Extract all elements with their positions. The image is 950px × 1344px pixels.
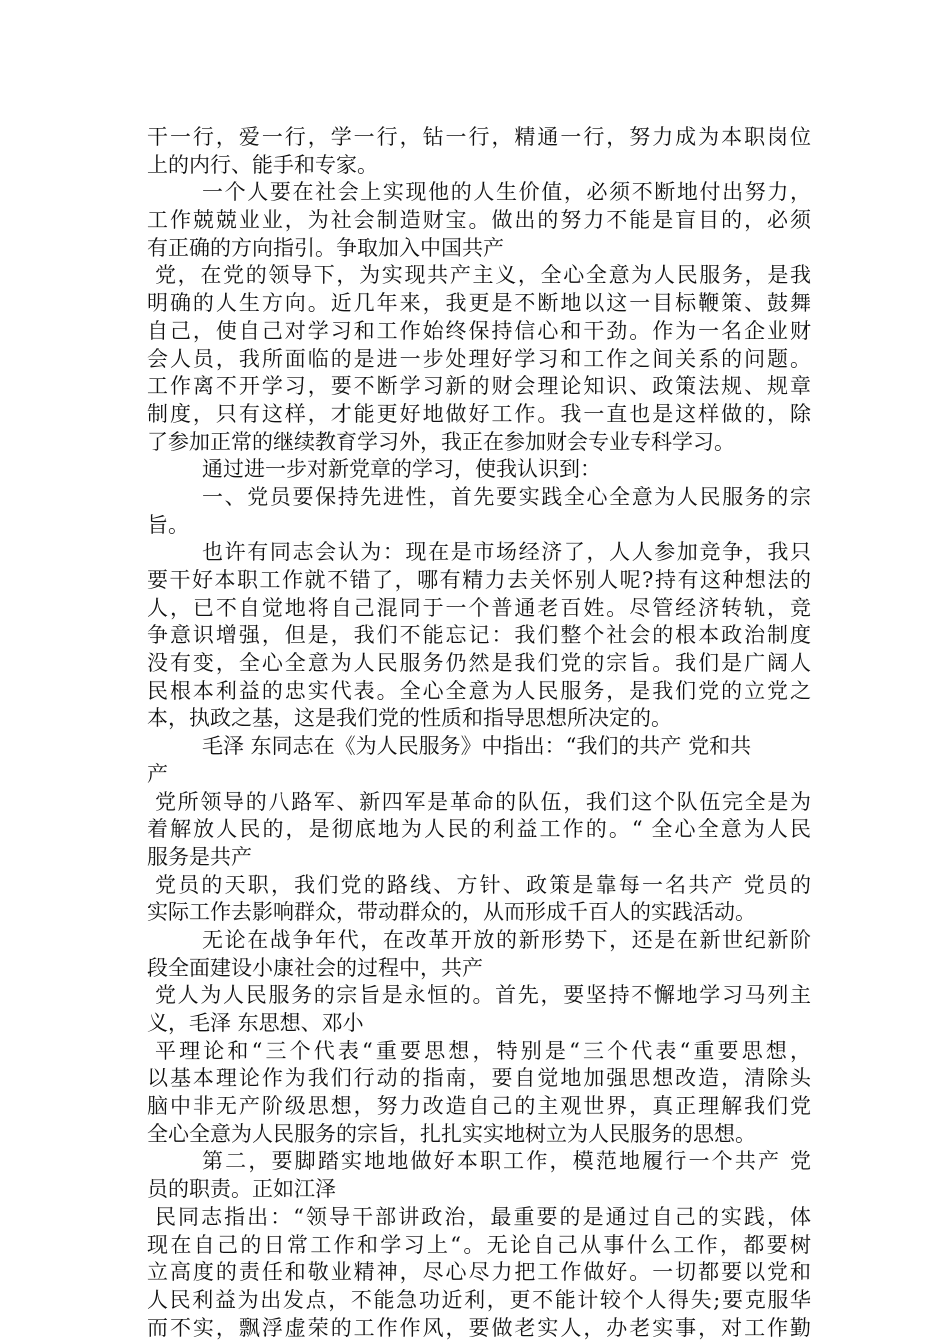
text-line: 而不实，飘浮虚荣的工作作风，要做老实人，办老实事，对工作勤: [147, 1315, 811, 1340]
text-line: 第二，要脚踏实地地做好本职工作，模范地履行一个共产 党: [202, 1149, 811, 1174]
text-line: 产: [147, 761, 168, 786]
text-line: 现在自己的日常工作和学习上“。无论自己从事什么工作，都要树: [147, 1232, 811, 1257]
text-line: 脑中非无产阶级思想，努力改造自己的主观世界，真正理解我们党: [147, 1094, 811, 1119]
text-line: 实际工作去影响群众，带动群众的，从而形成千百人的实践活动。: [147, 900, 756, 925]
text-line: 明确的人生方向。近几年来，我更是不断地以这一目标鞭策、鼓舞: [147, 291, 811, 316]
text-line: 有正确的方向指引。争取加入中国共产: [147, 235, 504, 260]
text-line: 制度，只有这样，才能更好地做好工作。我一直也是这样做的，除: [147, 401, 811, 426]
text-line: 民根本利益的忠实代表。全心全意为人民服务，是我们党的立党之: [147, 678, 811, 703]
text-line: 旨。: [147, 512, 189, 537]
text-line: 党员的天职，我们党的路线、方针、政策是靠每一名共产 党员的: [155, 872, 811, 897]
text-line: 干一行，爱一行，学一行，钻一行，精通一行，努力成为本职岗位: [147, 125, 811, 149]
text-line: 工作离不开学习，要不断学习新的财会理论知识、政策法规、规章: [147, 374, 811, 399]
text-line: 义，毛泽 东思想、邓小: [147, 1011, 364, 1035]
body-text: [147, 124, 811, 1342]
text-line: 本，执政之基，这是我们党的性质和指导思想所决定的。: [147, 706, 672, 731]
text-line: 以基本理论作为我们行动的指南，要自觉地加强思想改造，清除头: [147, 1066, 811, 1091]
text-line: 一、党员要保持先进性，首先要实践全心全意为人民服务的宗: [202, 484, 811, 509]
text-line: 上的内行、能手和专家。: [147, 152, 378, 177]
text-line: 着解放人民的，是彻底地为人民的利益工作的。“ 全心全意为人民: [147, 817, 811, 842]
text-line: 通过进一步对新党章的学习，使我认识到：: [202, 457, 601, 482]
text-line: 人，已不自觉地将自己混同于一个普通老百姓。尽管经济转轨，竞: [147, 595, 811, 620]
text-line: 一个人要在社会上实现他的人生价值，必须不断地付出努力，: [202, 180, 811, 205]
text-line: 平理论和“三个代表“重要思想，特别是“三个代表“重要思想，: [155, 1038, 811, 1063]
text-line: 段全面建设小康社会的过程中，共产: [147, 955, 483, 980]
text-line: 全心全意为人民服务的宗旨，扎扎实实地树立为人民服务的思想。: [147, 1121, 756, 1146]
text-line: 员的职责。正如江泽: [147, 1177, 336, 1202]
text-line: 自己，使自己对学习和工作始终保持信心和干劲。作为一名企业财: [147, 318, 811, 343]
text-line: 毛泽 东同志在《为人民服务》中指出：“我们的共产 党和共: [202, 734, 752, 759]
text-line: 了参加正常的继续教育学习外，我正在参加财会专业专科学习。: [147, 429, 735, 454]
text-line: 要干好本职工作就不错了，哪有精力去关怀别人呢?持有这种想法的: [147, 568, 811, 592]
text-line: 人民利益为出发点，不能急功近利，更不能计较个人得失;要克服华: [147, 1287, 811, 1312]
text-line: 党所领导的八路军、新四军是革命的队伍，我们这个队伍完全是为: [155, 789, 811, 814]
text-line: 立高度的责任和敬业精神，尽心尽力把工作做好。一切都要以党和: [147, 1260, 811, 1285]
text-line: 工作兢兢业业，为社会制造财宝。做出的努力不能是盲目的，必须: [147, 208, 811, 233]
text-line: 民同志指出：“领导干部讲政治，最重要的是通过自己的实践，体: [155, 1204, 811, 1229]
text-line: 党人为人民服务的宗旨是永恒的。首先，要坚持不懈地学习马列主: [155, 983, 811, 1008]
text-line: 党，在党的领导下，为实现共产主义，全心全意为人民服务，是我: [155, 263, 811, 288]
text-line: 也许有同志会认为：现在是市场经济了，人人参加竞争，我只: [202, 540, 811, 565]
text-line: 会人员，我所面临的是进一步处理好学习和工作之间关系的问题。: [147, 346, 811, 371]
text-line: 没有变，全心全意为人民服务仍然是我们党的宗旨。我们是广阔人: [147, 651, 811, 676]
text-line: 无论在战争年代，在改革开放的新形势下，还是在新世纪新阶: [202, 927, 811, 952]
text-line: 服务是共产: [147, 844, 252, 869]
text-line: 争意识增强，但是，我们不能忘记：我们整个社会的根本政治制度: [147, 623, 811, 648]
